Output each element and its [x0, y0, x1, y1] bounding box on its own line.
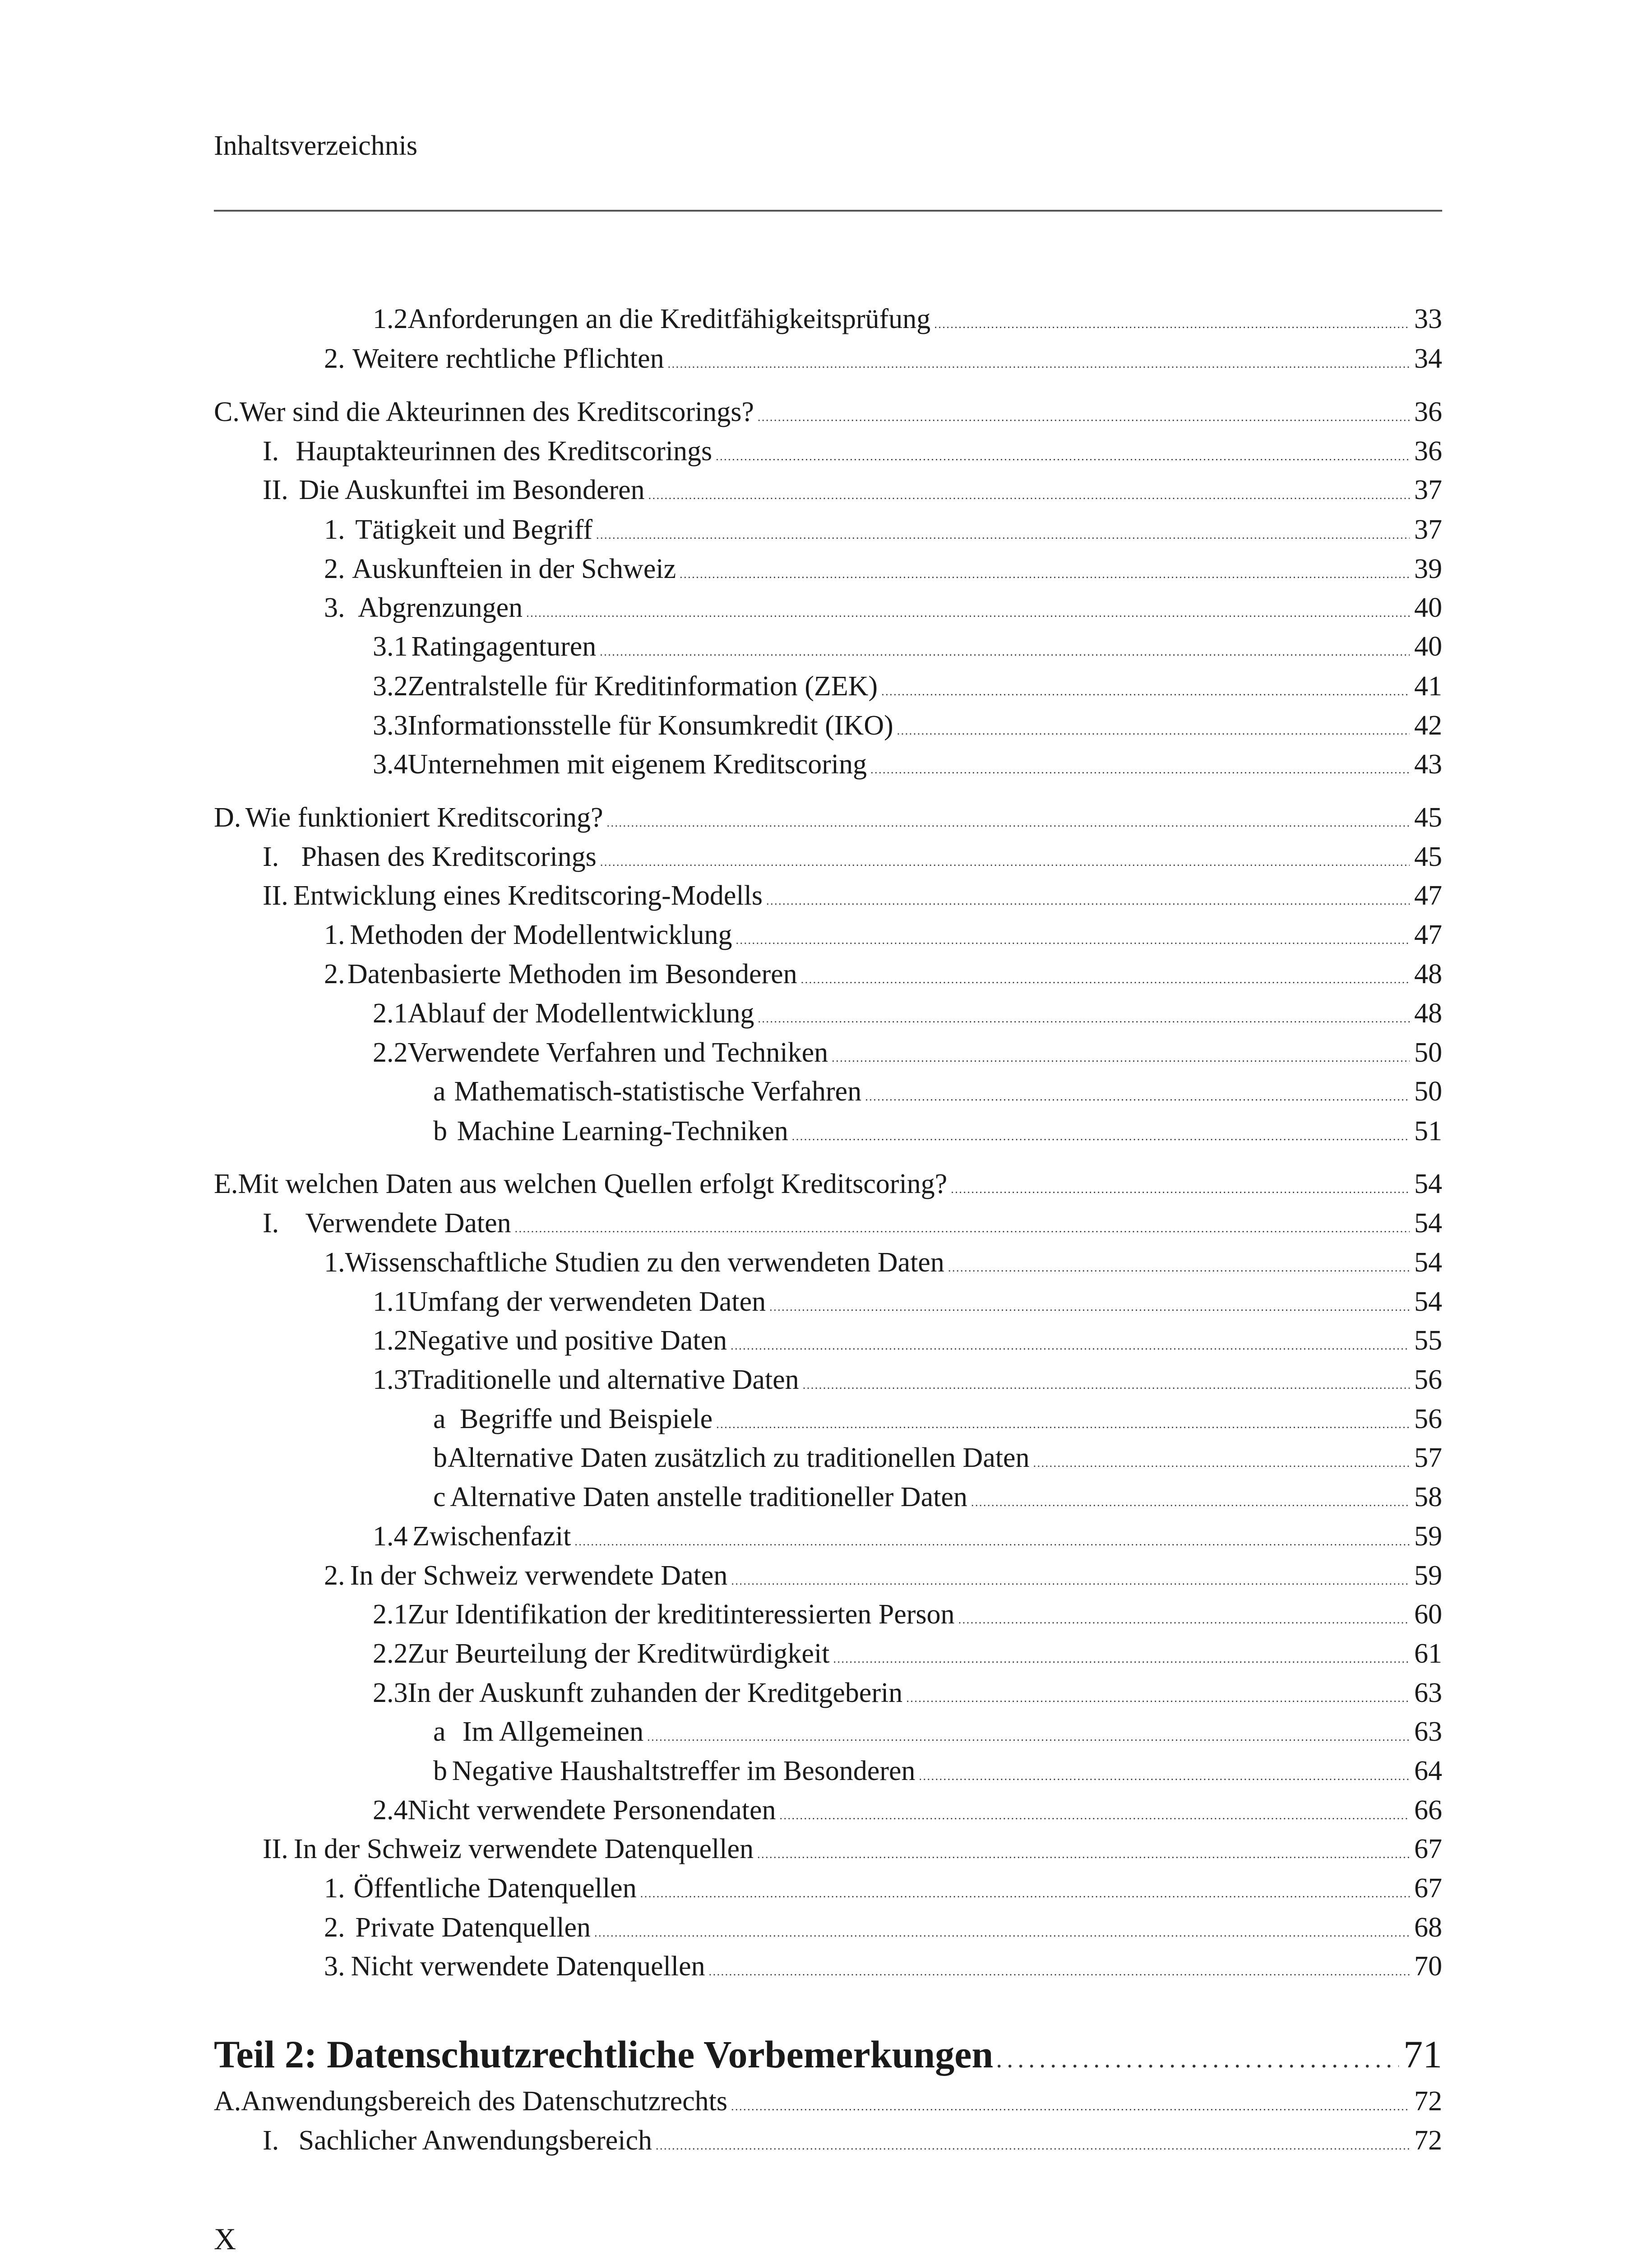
toc-entry-title: Sachlicher Anwendungsbereich	[298, 2125, 652, 2156]
toc-entry	[263, 474, 1442, 513]
toc-entry-number: a	[433, 1404, 446, 1434]
toc-entry-page: 40	[1414, 592, 1442, 623]
toc-entry-page: 45	[1414, 841, 1442, 872]
toc-part-heading	[214, 2032, 1442, 2081]
toc-entry	[373, 1677, 1442, 1716]
dot-leader	[600, 841, 1410, 873]
dot-leader	[648, 474, 1410, 506]
toc-entry-number: 2.2	[373, 1638, 408, 1669]
toc-entry-page: 59	[1414, 1560, 1442, 1591]
toc-entry-title: Alternative Daten anstelle traditioneller Daten	[450, 1482, 967, 1512]
toc-entry-page: 40	[1414, 631, 1442, 662]
dot-leader	[515, 1207, 1410, 1239]
toc-entry	[433, 1716, 1442, 1755]
dot-leader	[731, 2085, 1410, 2117]
dot-leader	[680, 553, 1410, 585]
dot-leader	[656, 2125, 1410, 2157]
toc-entry-page: 42	[1414, 710, 1442, 741]
toc-entry	[373, 1325, 1442, 1364]
toc-entry-number: 3.1	[373, 631, 408, 662]
toc-entry	[324, 514, 1442, 553]
toc-entry	[214, 2085, 1442, 2124]
toc-entry	[373, 670, 1442, 709]
toc-entry-title: Machine Learning-Techniken	[457, 1116, 788, 1146]
toc-entry-number: 1.	[324, 514, 345, 545]
toc-entry-page: 68	[1414, 1912, 1442, 1943]
toc-entry-title: Teil 2: Datenschutzrechtliche Vorbemerkungen	[214, 2033, 994, 2076]
dot-leader	[736, 919, 1410, 951]
toc-entry	[324, 343, 1442, 382]
dot-leader	[607, 802, 1410, 834]
toc-entry-number: II.	[263, 880, 288, 911]
toc-entry-page: 47	[1414, 920, 1442, 950]
dot-leader	[716, 435, 1410, 467]
toc-entry	[373, 1037, 1442, 1076]
toc-entry-page: 41	[1414, 671, 1442, 702]
toc-entry	[373, 1638, 1442, 1677]
toc-entry	[433, 1755, 1442, 1794]
toc-entry	[214, 396, 1442, 435]
toc-entry-number: I.	[263, 2125, 279, 2156]
toc-entry-number: 1.	[324, 1247, 345, 1278]
toc-entry-number: 2.1	[373, 998, 408, 1029]
dot-leader	[881, 670, 1410, 703]
toc-entry-page: 56	[1414, 1364, 1442, 1395]
toc-entry-page: 71	[1403, 2033, 1442, 2076]
toc-entry-title: Verwendete Daten	[305, 1208, 511, 1239]
toc-entry-page: 54	[1414, 1247, 1442, 1278]
toc-entry	[324, 958, 1442, 997]
toc-entry-number: I.	[263, 1208, 279, 1239]
toc-entry	[324, 1951, 1442, 1989]
dot-leader	[1033, 1442, 1410, 1474]
toc-entry	[373, 1599, 1442, 1637]
toc-entry-page: 66	[1414, 1795, 1442, 1826]
toc-entry-title: In der Schweiz verwendete Datenquellen	[293, 1834, 754, 1864]
toc-entry-page: 34	[1414, 343, 1442, 374]
dot-leader	[948, 1247, 1410, 1279]
toc-entry-title: Tätigkeit und Begriff	[355, 514, 592, 545]
page-number: X	[214, 2222, 236, 2256]
toc-entry-page: 37	[1414, 475, 1442, 505]
toc-entry-number: I.	[263, 841, 279, 872]
dot-leader	[758, 998, 1410, 1030]
toc-entry-number: 1.2	[373, 1325, 408, 1356]
toc-entry-number: b	[433, 1756, 447, 1786]
toc-entry-number: I.	[263, 436, 279, 467]
toc-entry-number: 1.	[324, 1873, 345, 1904]
dot-leader	[958, 1599, 1410, 1631]
toc-entry-number: C.	[214, 397, 240, 427]
toc-entry-title: Datenbasierte Methoden im Besonderen	[347, 959, 797, 989]
toc-entry	[373, 710, 1442, 749]
toc-entry	[373, 1794, 1442, 1833]
toc-entry-page: 43	[1414, 749, 1442, 780]
toc-entry-title: Hauptakteurinnen des Kreditscorings	[296, 436, 713, 467]
dot-leader	[757, 1833, 1410, 1865]
toc-entry-title: Im Allgemeinen	[462, 1716, 644, 1747]
dot-leader	[574, 1521, 1410, 1553]
dot-leader	[803, 1364, 1410, 1396]
dot-leader	[769, 1286, 1410, 1318]
dot-leader	[833, 1638, 1410, 1670]
toc-entry	[324, 553, 1442, 592]
toc-entry-title: Ablauf der Modellentwicklung	[407, 998, 754, 1029]
dot-leader	[731, 1560, 1410, 1592]
toc-entry-number: a	[433, 1716, 446, 1747]
dot-leader	[716, 1403, 1410, 1435]
toc-entry-title: Anforderungen an die Kreditfähigkeitsprüfung	[407, 304, 931, 334]
toc-entry-number: 2.	[324, 959, 345, 989]
toc-entry-page: 54	[1414, 1169, 1442, 1199]
toc-entry-title: Wissenschaftliche Studien zu den verwendeten Daten	[345, 1247, 944, 1278]
toc-entry-title: Abgrenzungen	[358, 592, 523, 623]
toc-entry	[373, 998, 1442, 1036]
toc-entry-title: Begriffe und Beispiele	[460, 1404, 713, 1434]
toc-entry	[263, 1207, 1442, 1246]
toc-entry-number: II.	[263, 1834, 288, 1864]
toc-entry-page: 63	[1414, 1716, 1442, 1747]
toc-entry-page: 50	[1414, 1037, 1442, 1068]
toc-entry	[373, 749, 1442, 787]
toc-entry	[324, 1872, 1442, 1911]
toc-entry-title: Mit welchen Daten aus welchen Quellen erfolgt Kreditscoring?	[238, 1169, 948, 1199]
toc-entry	[263, 2125, 1442, 2164]
toc-entry-title: Zentralstelle für Kreditinformation (ZEK)	[407, 671, 878, 702]
toc-entry-page: 56	[1414, 1404, 1442, 1434]
toc-entry	[263, 880, 1442, 919]
toc-entry-page: 72	[1414, 2086, 1442, 2117]
dot-leader	[594, 1912, 1410, 1944]
dot-leader	[780, 1794, 1410, 1826]
toc-entry-title: Weitere rechtliche Pflichten	[352, 343, 664, 374]
toc-entry-title: Wie funktioniert Kreditscoring?	[245, 802, 603, 833]
toc-entry-number: 3.	[324, 1951, 345, 1982]
dot-leader	[709, 1951, 1410, 1983]
toc-entry-title: Mathematisch-statistische Verfahren	[454, 1076, 862, 1107]
toc-entry	[324, 1912, 1442, 1951]
dot-leader	[832, 1037, 1410, 1069]
toc-entry-title: Wer sind die Akteurinnen des Kreditscorings?	[239, 397, 754, 427]
toc-entry-page: 39	[1414, 554, 1442, 584]
toc-entry-title: In der Auskunft zuhanden der Kreditgeberin	[407, 1678, 903, 1708]
toc-entry-number: 2.	[324, 1560, 345, 1591]
toc-entry-number: c	[433, 1482, 446, 1512]
toc-entry-number: 2.	[324, 343, 345, 374]
toc-entry-page: 37	[1414, 514, 1442, 545]
toc-entry	[373, 303, 1442, 342]
toc-entry-title: Zwischenfazit	[412, 1521, 571, 1552]
toc-entry	[433, 1076, 1442, 1114]
toc-entry-number: 1.	[324, 920, 345, 950]
toc-entry	[433, 1481, 1442, 1520]
toc-entry-number: 2.1	[373, 1599, 408, 1630]
toc-entry	[214, 802, 1442, 841]
toc-entry-page: 67	[1414, 1834, 1442, 1864]
toc-entry-number: b	[433, 1442, 447, 1473]
dot-leader	[906, 1677, 1410, 1709]
toc-entry-title: Traditionelle und alternative Daten	[407, 1364, 799, 1395]
toc-entry-page: 70	[1414, 1951, 1442, 1982]
toc-entry	[373, 631, 1442, 670]
dot-leader	[801, 958, 1410, 990]
toc-entry-title: Die Auskunftei im Besonderen	[299, 475, 645, 505]
dot-leader	[792, 1115, 1410, 1147]
toc-entry-page: 55	[1414, 1325, 1442, 1356]
toc-entry	[373, 1521, 1442, 1559]
toc-entry-title: In der Schweiz verwendete Daten	[350, 1560, 728, 1591]
toc-entry-title: Anwendungsbereich des Datenschutzrechts	[241, 2086, 728, 2117]
toc-entry	[324, 592, 1442, 631]
toc-entry-page: 59	[1414, 1521, 1442, 1552]
dot-leader	[919, 1755, 1410, 1787]
toc-entry-number: 2.	[324, 554, 345, 584]
toc-entry-page: 72	[1414, 2125, 1442, 2156]
toc-entry-page: 51	[1414, 1116, 1442, 1146]
toc-entry	[263, 1833, 1442, 1872]
toc-entry-title: Private Datenquellen	[355, 1912, 591, 1943]
toc-entry-page: 36	[1414, 436, 1442, 467]
dot-leader	[997, 2032, 1399, 2077]
toc-entry-title: Methoden der Modellentwicklung	[350, 920, 732, 950]
dot-leader	[758, 396, 1410, 428]
toc-entry-number: E.	[214, 1169, 238, 1199]
toc-entry-number: 2.2	[373, 1037, 408, 1068]
dot-leader	[971, 1481, 1410, 1513]
dot-leader	[647, 1716, 1410, 1748]
dot-leader	[865, 1076, 1410, 1108]
toc-entry-title: Auskunfteien in der Schweiz	[352, 554, 676, 584]
toc-entry-number: 2.4	[373, 1795, 408, 1826]
toc-entry-title: Ratingagenturen	[411, 631, 597, 662]
toc-entry-number: 1.3	[373, 1364, 408, 1395]
toc-entry-number: a	[433, 1076, 446, 1107]
dot-leader	[897, 710, 1410, 742]
toc-entry-title: Alternative Daten zusätzlich zu traditionellen Daten	[448, 1442, 1030, 1473]
dot-leader	[934, 303, 1410, 335]
toc-entry-number: 3.	[324, 592, 345, 623]
toc-entry-title: Negative Haushaltstreffer im Besonderen	[452, 1756, 916, 1786]
toc-entry-number: 2.	[324, 1912, 345, 1943]
dot-leader	[870, 749, 1410, 781]
toc-entry	[324, 1560, 1442, 1599]
toc-entry	[263, 841, 1442, 880]
toc-entry	[373, 1286, 1442, 1325]
dot-leader	[596, 514, 1410, 546]
toc-entry-number: D.	[214, 802, 241, 833]
toc-entry-title: Unternehmen mit eigenem Kreditscoring	[407, 749, 867, 780]
dot-leader	[526, 592, 1410, 624]
toc-entry-number: II.	[263, 475, 288, 505]
toc-entry-page: 36	[1414, 397, 1442, 427]
toc-entry-page: 54	[1414, 1286, 1442, 1317]
toc-entry-page: 47	[1414, 880, 1442, 911]
toc-entry-page: 60	[1414, 1599, 1442, 1630]
toc-entry-page: 33	[1414, 304, 1442, 334]
toc-entry	[214, 1168, 1442, 1207]
dot-leader	[600, 631, 1410, 663]
toc-entry-title: Umfang der verwendeten Daten	[407, 1286, 766, 1317]
toc-entry	[324, 919, 1442, 958]
toc-entry-page: 63	[1414, 1678, 1442, 1708]
toc-entry	[433, 1442, 1442, 1481]
toc-entry-page: 54	[1414, 1208, 1442, 1239]
dot-leader	[640, 1872, 1410, 1905]
toc-entry-page: 57	[1414, 1442, 1442, 1473]
toc-entry	[433, 1403, 1442, 1442]
toc-entry-number: 1.1	[373, 1286, 408, 1317]
toc-entry-title: Verwendete Verfahren und Techniken	[407, 1037, 828, 1068]
toc-entry-number: 3.2	[373, 671, 408, 702]
toc-entry-page: 67	[1414, 1873, 1442, 1904]
toc-entry-title: Nicht verwendete Personendaten	[407, 1795, 776, 1826]
toc-entry-title: Phasen des Kreditscorings	[301, 841, 597, 872]
toc-entry-title: Negative und positive Daten	[407, 1325, 727, 1356]
dot-leader	[668, 343, 1410, 375]
toc-entry-number: 1.4	[373, 1521, 408, 1552]
toc-entry-page: 50	[1414, 1076, 1442, 1107]
toc-entry-number: A.	[214, 2086, 241, 2117]
toc-entry-page: 48	[1414, 998, 1442, 1029]
toc-entry-number: 1.2	[373, 304, 408, 334]
toc-entry-page: 48	[1414, 959, 1442, 989]
toc-entry-number: b	[433, 1116, 447, 1146]
toc-entry-title: Öffentliche Datenquellen	[353, 1873, 637, 1904]
toc-entry-title: Informationsstelle für Konsumkredit (IKO)	[407, 710, 893, 741]
toc-entry	[373, 1364, 1442, 1403]
toc-entry-title: Entwicklung eines Kreditscoring-Modells	[293, 880, 763, 911]
toc-entry-page: 58	[1414, 1482, 1442, 1512]
dot-leader	[951, 1168, 1410, 1200]
toc-entry-number: 3.3	[373, 710, 408, 741]
running-header: Inhaltsverzeichnis	[214, 130, 418, 161]
dot-leader	[766, 880, 1410, 912]
toc-entry	[433, 1115, 1442, 1154]
toc-entry-number: 2.3	[373, 1678, 408, 1708]
toc-entry-title: Nicht verwendete Datenquellen	[351, 1951, 705, 1982]
toc-entry-number: 3.4	[373, 749, 408, 780]
toc-entry	[263, 435, 1442, 474]
toc-entry	[324, 1247, 1442, 1285]
toc-entry-page: 61	[1414, 1638, 1442, 1669]
dot-leader	[731, 1325, 1410, 1357]
toc-entry-page: 64	[1414, 1756, 1442, 1786]
toc-entry-title: Zur Identifikation der kreditinteressierten Person	[407, 1599, 955, 1630]
toc-entry-title: Zur Beurteilung der Kreditwürdigkeit	[407, 1638, 830, 1669]
toc-entry-page: 45	[1414, 802, 1442, 833]
